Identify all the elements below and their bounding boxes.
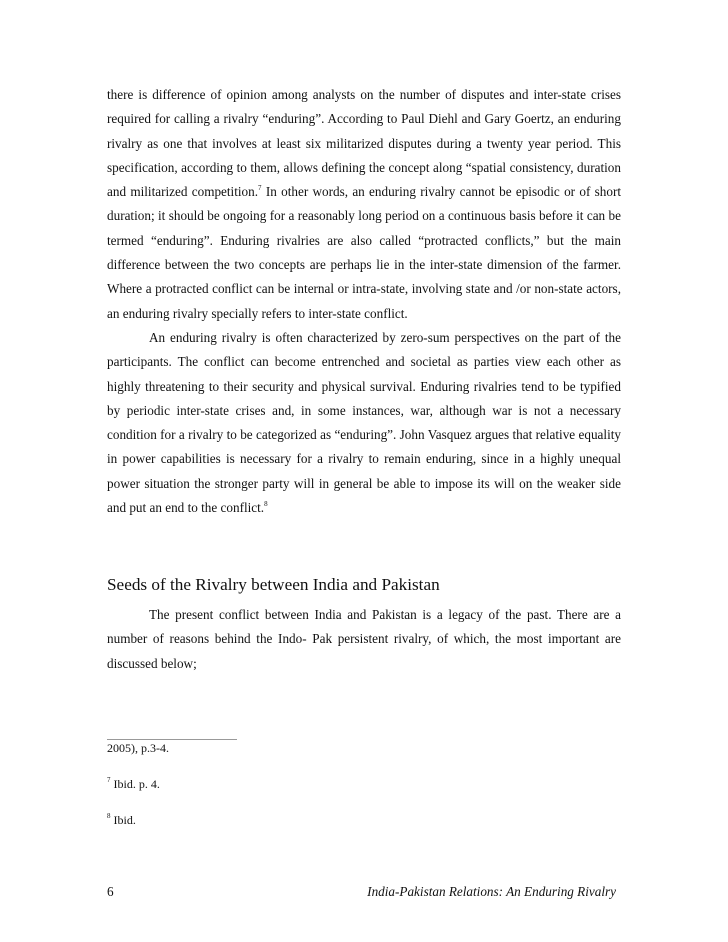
- footnote-separator: [107, 739, 237, 740]
- footnote-ref-7: 7: [258, 184, 262, 193]
- body-text: [107, 83, 621, 520]
- footnote-8-mark: 8: [107, 812, 111, 820]
- footnote-7-text: Ibid. p. 4.: [110, 777, 160, 791]
- section-body: [107, 603, 621, 676]
- page-number: 6: [107, 884, 114, 899]
- paragraph-3: The present conflict between India and Pakistan is a legacy of the past. There are a number of reasons behind the Indo- Pak persistent rivalry, of which, the most important are discussed below;: [107, 607, 621, 671]
- paragraph-1-text-cont: In other words, an enduring rivalry cannot be episodic or of short duration; it should be ongoing for a reasonably long period on a continuous basis before it can be termed “enduring”. Enduring rivalries are also called “protracted conflicts,” but the main difference between the two concepts are perhaps lie in the inter-state dimension of the farmer. Where a protracted conflict can be internal or intra-state, involving state and /or non-state actors, an enduring rivalry specially refers to inter-state conflict.: [107, 184, 621, 321]
- paragraph-2-text: An enduring rivalry is often characterized by zero-sum perspectives on the part of the participants. The conflict can become entrenched and societal as parties view each other as highly threatening to their security and physical survival. Enduring rivalries tend to be typified by periodic inter-state crises and, in some instances, war, although war is not a necessary condition for a rivalry to be categorized as “enduring”. John Vasquez argues that relative equality in power capabilities is necessary for a rivalry to remain enduring, since in a highly unequal power situation the stronger party will in general be able to impose its will on the weaker side and put an end to the conflict.: [107, 329, 621, 516]
- footnote-continued: 2005), p.3-4.: [107, 741, 169, 755]
- section-heading: Seeds of the Rivalry between India and Pakistan: [107, 575, 440, 594]
- paragraph-1-text: there is difference of opinion among analysts on the number of disputes and inter-state crises required for calling a rivalry “enduring”. According to Paul Diehl and Gary Goertz, an enduring rivalry as one that involves at least six militarized disputes during a twenty year period. This specification, according to them, allows defining the concept along “spatial consistency, duration and militarized competition.: [107, 87, 621, 200]
- running-title: India-Pakistan Relations: An Enduring Rivalry: [367, 884, 616, 899]
- footnote-7-mark: 7: [107, 776, 111, 784]
- footnote-ref-8: 8: [264, 500, 268, 509]
- footnote-7: [107, 777, 160, 792]
- paragraph-1: [107, 83, 621, 326]
- footnote-8: [107, 813, 136, 828]
- footnote-8-text: Ibid.: [110, 813, 136, 827]
- paragraph-2: [107, 326, 621, 520]
